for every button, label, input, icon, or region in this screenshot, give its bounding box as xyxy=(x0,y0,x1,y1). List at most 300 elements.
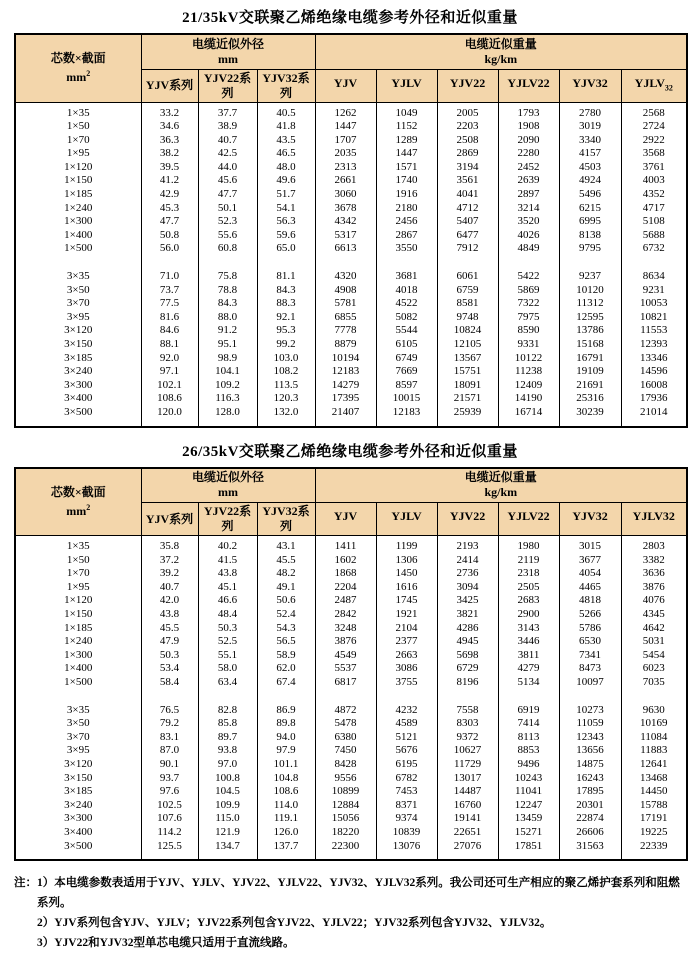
cell-value: 7558 xyxy=(437,704,498,718)
cell-value: 88.1 xyxy=(141,338,198,352)
cell-value: 2313 xyxy=(315,161,376,175)
cell-value: 10824 xyxy=(437,324,498,338)
cell-value: 114.0 xyxy=(257,799,315,813)
cell-value: 2568 xyxy=(621,102,687,120)
cell-value: 73.7 xyxy=(141,284,198,298)
cell-value: 9331 xyxy=(498,338,559,352)
cell-value: 3761 xyxy=(621,161,687,175)
cell-value: 4320 xyxy=(315,270,376,284)
cell-value: 16714 xyxy=(498,406,559,427)
table-row xyxy=(15,324,687,338)
cell-value: 3636 xyxy=(621,567,687,581)
cell-value: 15056 xyxy=(315,812,376,826)
cell-value: 22339 xyxy=(621,840,687,861)
cell-value: 34.6 xyxy=(141,120,198,134)
cell-value: 5781 xyxy=(315,297,376,311)
cell-value: 10839 xyxy=(376,826,437,840)
cell-spec: 1×70 xyxy=(15,567,141,581)
cell-value: 93.7 xyxy=(141,772,198,786)
cell-spec: 1×240 xyxy=(15,202,141,216)
cell-spec: 3×50 xyxy=(15,284,141,298)
cell-value: 38.2 xyxy=(141,147,198,161)
cell-value: 11238 xyxy=(498,365,559,379)
cell-value: 83.1 xyxy=(141,731,198,745)
col-header-yjv32: YJV32 xyxy=(559,503,621,536)
table-row xyxy=(15,840,687,861)
cell-value: 2900 xyxy=(498,608,559,622)
cell-value: 16243 xyxy=(559,772,621,786)
table-row xyxy=(15,635,687,649)
cell-value: 41.8 xyxy=(257,120,315,134)
cell-value: 1868 xyxy=(315,567,376,581)
cell-value: 43.1 xyxy=(257,536,315,554)
cell-value: 120.0 xyxy=(141,406,198,427)
cell-value: 134.7 xyxy=(198,840,257,861)
cell-value: 59.6 xyxy=(257,229,315,243)
cell-value: 9237 xyxy=(559,270,621,284)
cell-value: 50.6 xyxy=(257,594,315,608)
cell-value: 3382 xyxy=(621,554,687,568)
cell-value: 5786 xyxy=(559,622,621,636)
cell-spec: 3×400 xyxy=(15,826,141,840)
cell-value: 37.7 xyxy=(198,102,257,120)
cell-value: 4503 xyxy=(559,161,621,175)
cell-value: 2090 xyxy=(498,134,559,148)
cell-value: 33.2 xyxy=(141,102,198,120)
cell-value: 1908 xyxy=(498,120,559,134)
cell-value: 31563 xyxy=(559,840,621,861)
cell-value: 8853 xyxy=(498,744,559,758)
cell-value: 43.5 xyxy=(257,134,315,148)
cell-value: 1602 xyxy=(315,554,376,568)
cell-value: 79.2 xyxy=(141,717,198,731)
table-row xyxy=(15,662,687,676)
cell-value: 41.5 xyxy=(198,554,257,568)
cell-value: 16760 xyxy=(437,799,498,813)
cell-value: 120.3 xyxy=(257,392,315,406)
cell-value: 26606 xyxy=(559,826,621,840)
cell-value: 84.3 xyxy=(198,297,257,311)
cell-value: 4924 xyxy=(559,174,621,188)
cell-value: 20301 xyxy=(559,799,621,813)
cell-value: 9556 xyxy=(315,772,376,786)
cell-value: 8597 xyxy=(376,379,437,393)
cell-value: 2661 xyxy=(315,174,376,188)
cell-value: 6023 xyxy=(621,662,687,676)
group-spacer-row xyxy=(15,690,687,704)
cell-value: 11059 xyxy=(559,717,621,731)
cell-value: 6749 xyxy=(376,352,437,366)
cell-value: 17191 xyxy=(621,812,687,826)
cell-value: 12183 xyxy=(376,406,437,427)
cell-value: 10821 xyxy=(621,311,687,325)
cell-value: 2203 xyxy=(437,120,498,134)
footnotes-label: 注： xyxy=(14,877,37,890)
cell-value: 48.2 xyxy=(257,567,315,581)
cell-value: 107.6 xyxy=(141,812,198,826)
cell-value: 38.9 xyxy=(198,120,257,134)
cell-value: 40.7 xyxy=(141,581,198,595)
cell-value: 9496 xyxy=(498,758,559,772)
cell-value: 16791 xyxy=(559,352,621,366)
cell-value: 103.0 xyxy=(257,352,315,366)
cell-value: 14279 xyxy=(315,379,376,393)
spec-unit: $mm^2$ xyxy=(66,69,91,85)
cell-value: 2318 xyxy=(498,567,559,581)
col-header-spec xyxy=(15,34,141,102)
cable-table-26-35kv xyxy=(14,467,688,862)
cell-value: 17851 xyxy=(498,840,559,861)
cell-value: 6215 xyxy=(559,202,621,216)
cell-value: 12641 xyxy=(621,758,687,772)
cell-value: 63.4 xyxy=(198,676,257,690)
cell-value: 4018 xyxy=(376,284,437,298)
cell-spec: 1×150 xyxy=(15,174,141,188)
cell-value: 1793 xyxy=(498,102,559,120)
table-title-21-35kv: 21/35kV交联聚乙烯绝缘电缆参考外径和近似重量 xyxy=(182,10,518,26)
cell-value: 51.7 xyxy=(257,188,315,202)
cell-value: 13346 xyxy=(621,352,687,366)
cell-value: 6759 xyxy=(437,284,498,298)
cell-value: 2508 xyxy=(437,134,498,148)
table-row xyxy=(15,134,687,148)
cell-value: 9372 xyxy=(437,731,498,745)
table-row xyxy=(15,270,687,284)
cell-spec: 3×35 xyxy=(15,704,141,718)
cell-value: 42.9 xyxy=(141,188,198,202)
table-row xyxy=(15,799,687,813)
spec-label: 芯数×截面 xyxy=(50,51,106,66)
cell-value: 40.5 xyxy=(257,102,315,120)
cell-value: 2414 xyxy=(437,554,498,568)
cell-value: 3425 xyxy=(437,594,498,608)
cell-value: 12183 xyxy=(315,365,376,379)
cell-value: 47.7 xyxy=(198,188,257,202)
cell-value: 119.1 xyxy=(257,812,315,826)
cell-value: 2119 xyxy=(498,554,559,568)
cell-value: 4908 xyxy=(315,284,376,298)
cell-value: 2922 xyxy=(621,134,687,148)
cell-value: 6919 xyxy=(498,704,559,718)
cell-value: 13468 xyxy=(621,772,687,786)
table-row xyxy=(15,594,687,608)
cell-value: 53.4 xyxy=(141,662,198,676)
cell-spec: 1×50 xyxy=(15,554,141,568)
cell-value: 3568 xyxy=(621,147,687,161)
col-header-yjv-series: YJV系列 xyxy=(141,503,198,536)
cell-value: 1411 xyxy=(315,536,376,554)
cell-value: 15271 xyxy=(498,826,559,840)
cell-value: 95.3 xyxy=(257,324,315,338)
cell-value: 8879 xyxy=(315,338,376,352)
cell-value: 15168 xyxy=(559,338,621,352)
cell-value: 46.5 xyxy=(257,147,315,161)
table-row xyxy=(15,311,687,325)
col-header-yjlv32: YJLV32 xyxy=(621,503,687,536)
cell-spec: 1×400 xyxy=(15,229,141,243)
cell-value: 43.8 xyxy=(141,608,198,622)
table-row xyxy=(15,567,687,581)
cell-value: 137.7 xyxy=(257,840,315,861)
cell-value: 5544 xyxy=(376,324,437,338)
table-row xyxy=(15,365,687,379)
cell-value: 3561 xyxy=(437,174,498,188)
cell-value: 2035 xyxy=(315,147,376,161)
cell-value: 1152 xyxy=(376,120,437,134)
cell-value: 56.3 xyxy=(257,215,315,229)
table-row xyxy=(15,554,687,568)
cell-value: 6105 xyxy=(376,338,437,352)
cell-value: 45.5 xyxy=(141,622,198,636)
table-row xyxy=(15,338,687,352)
cell-value: 35.8 xyxy=(141,536,198,554)
cell-value: 4279 xyxy=(498,662,559,676)
cell-value: 18091 xyxy=(437,379,498,393)
cell-value: 116.3 xyxy=(198,392,257,406)
cell-value: 3214 xyxy=(498,202,559,216)
table-row xyxy=(15,826,687,840)
cell-value: 49.1 xyxy=(257,581,315,595)
cell-value: 114.2 xyxy=(141,826,198,840)
cell-value: 45.5 xyxy=(257,554,315,568)
cell-spec: 1×300 xyxy=(15,215,141,229)
cell-value: 55.6 xyxy=(198,229,257,243)
cell-value: 22651 xyxy=(437,826,498,840)
cell-value: 54.1 xyxy=(257,202,315,216)
cell-value: 5496 xyxy=(559,188,621,202)
table-row xyxy=(15,297,687,311)
cell-value: 13567 xyxy=(437,352,498,366)
col-header-yjlv22: YJLV22 xyxy=(498,69,559,102)
cell-spec: 3×500 xyxy=(15,406,141,427)
cell-value: 2280 xyxy=(498,147,559,161)
cell-value: 4157 xyxy=(559,147,621,161)
cell-value: 8473 xyxy=(559,662,621,676)
cell-value: 7322 xyxy=(498,297,559,311)
cell-value: 42.5 xyxy=(198,147,257,161)
cell-value: 42.0 xyxy=(141,594,198,608)
cell-value: 97.6 xyxy=(141,785,198,799)
cell-value: 2842 xyxy=(315,608,376,622)
table-row xyxy=(15,622,687,636)
cell-value: 9374 xyxy=(376,812,437,826)
cell-value: 17936 xyxy=(621,392,687,406)
cell-value: 89.7 xyxy=(198,731,257,745)
col-group-weight: 电缆近似重量 kg/km xyxy=(315,468,687,503)
cell-value: 9795 xyxy=(559,242,621,256)
cell-spec: 3×95 xyxy=(15,744,141,758)
cell-value: 3086 xyxy=(376,662,437,676)
col-header-yjv32-series: YJV32系列 xyxy=(257,69,315,102)
cell-value: 3677 xyxy=(559,554,621,568)
cell-value: 9630 xyxy=(621,704,687,718)
cell-value: 13786 xyxy=(559,324,621,338)
cell-spec: 3×70 xyxy=(15,297,141,311)
cell-value: 84.6 xyxy=(141,324,198,338)
col-header-yjv32: YJV32 xyxy=(559,69,621,102)
table-row xyxy=(15,147,687,161)
footnote-item: 2）YJV系列包含YJV、YJLV；YJV22系列包含YJV22、YJLV22；YJV32系列包含YJV32、YJLV32。 xyxy=(37,917,552,930)
cell-value: 1262 xyxy=(315,102,376,120)
cell-value: 4589 xyxy=(376,717,437,731)
cell-value: 97.1 xyxy=(141,365,198,379)
table-row xyxy=(15,120,687,134)
col-header-yjlv32: $YJLV_{32}$ xyxy=(621,69,687,102)
cell-spec: 3×300 xyxy=(15,812,141,826)
cell-value: 55.1 xyxy=(198,649,257,663)
cell-value: 11312 xyxy=(559,297,621,311)
cell-value: 3446 xyxy=(498,635,559,649)
table-body xyxy=(15,536,687,861)
cell-value: 56.5 xyxy=(257,635,315,649)
cell-value: 8590 xyxy=(498,324,559,338)
cell-value: 43.8 xyxy=(198,567,257,581)
table-row xyxy=(15,379,687,393)
table-row xyxy=(15,731,687,745)
footnote-item: 1）本电缆参数表适用于YJV、YJLV、YJV22、YJLV22、YJV32、YJLV32系列。我公司还可生产相应的聚乙烯护套系列和阻燃系列。 xyxy=(37,877,680,910)
cell-value: 4286 xyxy=(437,622,498,636)
cell-value: 1707 xyxy=(315,134,376,148)
cell-value: 10243 xyxy=(498,772,559,786)
cell-value: 17895 xyxy=(559,785,621,799)
cell-value: 104.1 xyxy=(198,365,257,379)
cell-value: 49.6 xyxy=(257,174,315,188)
cell-value: 1916 xyxy=(376,188,437,202)
table-row xyxy=(15,174,687,188)
cell-value: 14487 xyxy=(437,785,498,799)
cell-value: 85.8 xyxy=(198,717,257,731)
cell-value: 4717 xyxy=(621,202,687,216)
cell-value: 98.9 xyxy=(198,352,257,366)
cell-value: 11041 xyxy=(498,785,559,799)
cell-value: 3019 xyxy=(559,120,621,134)
table-row xyxy=(15,352,687,366)
cell-value: 50.8 xyxy=(141,229,198,243)
cell-value: 9748 xyxy=(437,311,498,325)
cell-value: 3681 xyxy=(376,270,437,284)
col-header-yjv32-series: YJV32系列 xyxy=(257,503,315,536)
table-row xyxy=(15,242,687,256)
cell-value: 3060 xyxy=(315,188,376,202)
cell-value: 6729 xyxy=(437,662,498,676)
cell-value: 39.2 xyxy=(141,567,198,581)
cell-spec: 1×185 xyxy=(15,622,141,636)
cell-value: 10053 xyxy=(621,297,687,311)
cell-spec: 3×300 xyxy=(15,379,141,393)
cell-value: 92.0 xyxy=(141,352,198,366)
cell-value: 3015 xyxy=(559,536,621,554)
cell-spec: 3×150 xyxy=(15,338,141,352)
col-header-yjv: YJV xyxy=(315,503,376,536)
cell-value: 81.6 xyxy=(141,311,198,325)
cell-value: 3678 xyxy=(315,202,376,216)
cell-value: 125.5 xyxy=(141,840,198,861)
cell-value: 44.0 xyxy=(198,161,257,175)
cell-value: 48.4 xyxy=(198,608,257,622)
cell-value: 104.5 xyxy=(198,785,257,799)
cell-value: 5121 xyxy=(376,731,437,745)
table-row xyxy=(15,758,687,772)
cell-value: 78.8 xyxy=(198,284,257,298)
cell-value: 10627 xyxy=(437,744,498,758)
cell-value: 100.8 xyxy=(198,772,257,786)
cell-value: 14450 xyxy=(621,785,687,799)
table-row xyxy=(15,202,687,216)
cell-spec: 1×95 xyxy=(15,147,141,161)
cell-value: 2897 xyxy=(498,188,559,202)
cell-value: 58.9 xyxy=(257,649,315,663)
table-row xyxy=(15,406,687,427)
cell-value: 113.5 xyxy=(257,379,315,393)
cell-value: 2869 xyxy=(437,147,498,161)
cell-spec: 1×300 xyxy=(15,649,141,663)
cell-value: 108.6 xyxy=(141,392,198,406)
cell-value: 5108 xyxy=(621,215,687,229)
cell-value: 93.8 xyxy=(198,744,257,758)
cell-value: 2724 xyxy=(621,120,687,134)
cell-value: 1980 xyxy=(498,536,559,554)
cell-value: 1306 xyxy=(376,554,437,568)
cell-value: 8371 xyxy=(376,799,437,813)
cell-value: 22874 xyxy=(559,812,621,826)
cell-value: 13656 xyxy=(559,744,621,758)
cell-value: 1745 xyxy=(376,594,437,608)
cell-value: 4712 xyxy=(437,202,498,216)
cell-value: 115.0 xyxy=(198,812,257,826)
cell-value: 128.0 xyxy=(198,406,257,427)
cell-value: 5454 xyxy=(621,649,687,663)
cell-value: 3550 xyxy=(376,242,437,256)
cell-value: 102.1 xyxy=(141,379,198,393)
cell-value: 7975 xyxy=(498,311,559,325)
cell-value: 47.7 xyxy=(141,215,198,229)
cell-spec: 1×35 xyxy=(15,536,141,554)
spec-label: 芯数×截面 xyxy=(50,484,106,499)
cell-value: 4345 xyxy=(621,608,687,622)
cell-value: 95.1 xyxy=(198,338,257,352)
table-row xyxy=(15,649,687,663)
cell-value: 14190 xyxy=(498,392,559,406)
cell-value: 84.3 xyxy=(257,284,315,298)
cell-value: 52.3 xyxy=(198,215,257,229)
cell-value: 13076 xyxy=(376,840,437,861)
table-row xyxy=(15,188,687,202)
col-header-yjlv22: YJLV22 xyxy=(498,503,559,536)
table-row xyxy=(15,284,687,298)
cell-value: 45.6 xyxy=(198,174,257,188)
group-spacer-row xyxy=(15,256,687,270)
cell-value: 5537 xyxy=(315,662,376,676)
cell-value: 1199 xyxy=(376,536,437,554)
cell-value: 6380 xyxy=(315,731,376,745)
cell-value: 5317 xyxy=(315,229,376,243)
cell-value: 4342 xyxy=(315,215,376,229)
cell-value: 7912 xyxy=(437,242,498,256)
cell-value: 2780 xyxy=(559,102,621,120)
cell-value: 82.8 xyxy=(198,704,257,718)
cell-value: 6855 xyxy=(315,311,376,325)
cell-value: 46.6 xyxy=(198,594,257,608)
col-header-yjv22: YJV22 xyxy=(437,69,498,102)
col-header-spec xyxy=(15,468,141,536)
cell-value: 11729 xyxy=(437,758,498,772)
cell-value: 25939 xyxy=(437,406,498,427)
cell-value: 48.0 xyxy=(257,161,315,175)
cell-value: 2803 xyxy=(621,536,687,554)
cell-value: 1049 xyxy=(376,102,437,120)
cell-value: 88.0 xyxy=(198,311,257,325)
cell-value: 10015 xyxy=(376,392,437,406)
